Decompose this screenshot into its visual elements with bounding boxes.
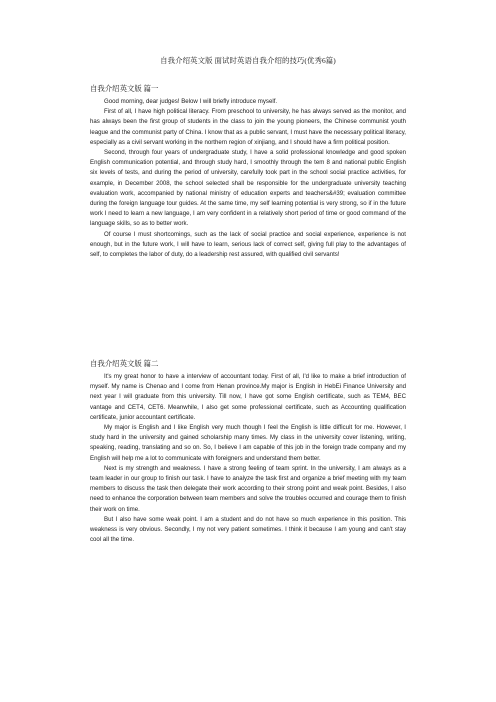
paragraph: Of course I must shortcomings, such as the lack of social practice and social experience, experience is not enough, but in the future work, I will have to learn, serious lack of correct self, giving full play to the advantages of self, to completes the labor of duty, do a leadership rest assured, with qualified civil servants!: [90, 230, 406, 259]
paragraph: My major is English and I like English very much though I feel the English is little difficult for me. However, I study hard in the university and gained scholarship many times. My class in the university cover listening, writing, speaking, reading, translating and so on. So, I believe I am capable of this job in the foreign trade company and my English will help me a lot to communicate with foreigners and understand them better.: [90, 424, 406, 462]
section-heading: 自我介绍英文版 篇一: [90, 84, 159, 93]
paragraph: Next is my strength and weakness. I have a strong feeling of team sprint. In the university, I am always as a team leader in our group to finish our task. I have to analyze the task first and organize a brief meeting with my team members to discuss the task then delegate their work according to their strong point and weak point. Besides, I also need to enhance the corporation between team members and solve the troubles occurred and courage them to finish their work on time.: [90, 464, 406, 513]
paragraph: But I also have some weak point. I am a student and do not have so much experience in this position. This weakness is very obvious. Secondly, I my not very patient sometimes. I think it because I am young and can't stay cool all the time.: [90, 515, 406, 544]
paragraph: First of all, I have high political literacy. From preschool to university, he has always served as the monitor, and has always been the first group of students in the class to join the young pioneers, the Chinese communist youth league and the communist party of China. I know that as a public servant, I must have the necessary political literacy, especially as a civil servant working in the northern region of xinjiang, and I should have a firm political position.: [90, 108, 406, 146]
paragraph: Second, through four years of undergraduate study, I have a solid professional knowledge and good spoken English communication potential, and through study hard, I smoothly through the tem 8 and national public English six levels of tests, and during the period of university, carefully took part in the school social practice activities, for example, in December 2008, the school selected shall be responsible for the undergraduate university teaching evaluation work, accompanied by national ministry of education experts and teachers&#39; evaluation committee during the foreign language tour guides. At the same time, my self learning potential is very strong, so if in the future work I need to learn a new language, I am very confident in a relatively short period of time or good command of the language skills, so as to better work.: [90, 149, 406, 228]
section-one: [90, 84, 406, 260]
paragraph: It's my great honor to have a interview of accountant today. First of all, I'd like to make a brief introduction of myself. My name is Chenao and I come from Henan province.My major is English in HebEi Finance University and next year I will graduate from this university. Till now, I have got some English certificate, such as TEM4, BEC vantage and CET4, CET6. Meanwhile, I also get some professional certificate, such as Accounting qualification certificate, junior accountant certificate.: [90, 373, 406, 421]
section-heading: 自我介绍英文版 篇二: [90, 359, 159, 368]
section-two: [90, 359, 406, 545]
paragraph: Good morning, dear judges! Below I will briefly introduce myself.: [104, 98, 278, 105]
document-title: 自我介绍英文版 面试时英语自我介绍的技巧(优秀6篇): [160, 56, 336, 65]
